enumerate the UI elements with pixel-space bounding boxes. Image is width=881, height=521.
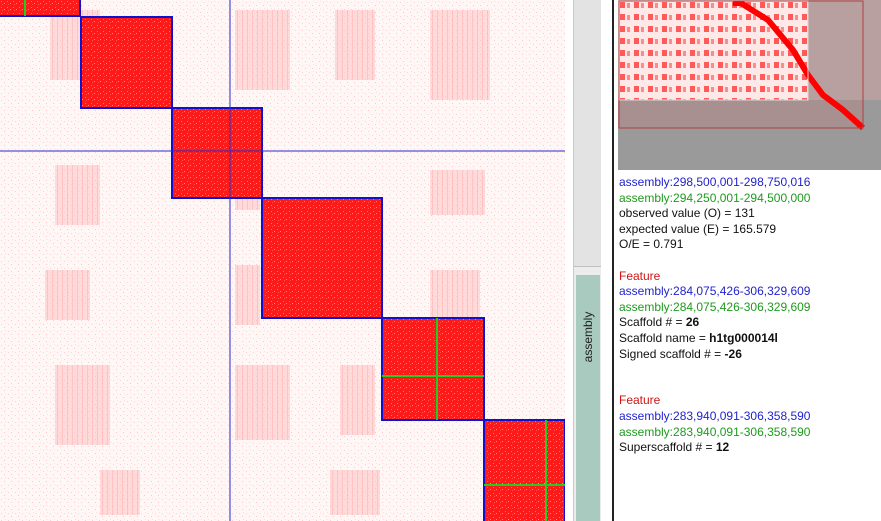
track-panel[interactable] (573, 0, 602, 521)
superscaffold-number: Superscaffold # = 12 (619, 440, 730, 455)
divider-line (612, 0, 614, 521)
oe-value: O/E = 0.791 (619, 237, 684, 252)
hover-x-locus: assembly:298,500,001-298,750,016 (619, 175, 811, 189)
feature1-y-locus: assembly:284,075,426-306,329,609 (619, 299, 811, 314)
feature2-x-locus: assembly:283,940,091-306,358,590 (619, 408, 811, 423)
feature2-y-locus: assembly:283,940,091-306,358,590 (619, 424, 811, 439)
info-panel (619, 175, 881, 456)
scaffold-name: Scaffold name = h1tg000014l (619, 330, 778, 345)
hover-y-locus: assembly:294,250,001-294,500,000 (619, 190, 811, 205)
track-empty-area (574, 0, 602, 267)
feature1-title: Feature (619, 268, 661, 283)
feature2-title: Feature (619, 393, 661, 408)
expected-value: expected value (E) = 165.579 (619, 221, 777, 236)
signed-scaffold-number: Signed scaffold # = -26 (619, 346, 742, 361)
side-panel (615, 0, 881, 521)
track-label: assembly (581, 311, 595, 363)
scaffold-number: Scaffold # = 26 (619, 315, 700, 330)
feature1-x-locus: assembly:284,075,426-306,329,609 (619, 284, 811, 299)
ruler-gap (565, 0, 573, 521)
thumbnail-map[interactable] (618, 0, 881, 170)
observed-value: observed value (O) = 131 (619, 206, 755, 221)
